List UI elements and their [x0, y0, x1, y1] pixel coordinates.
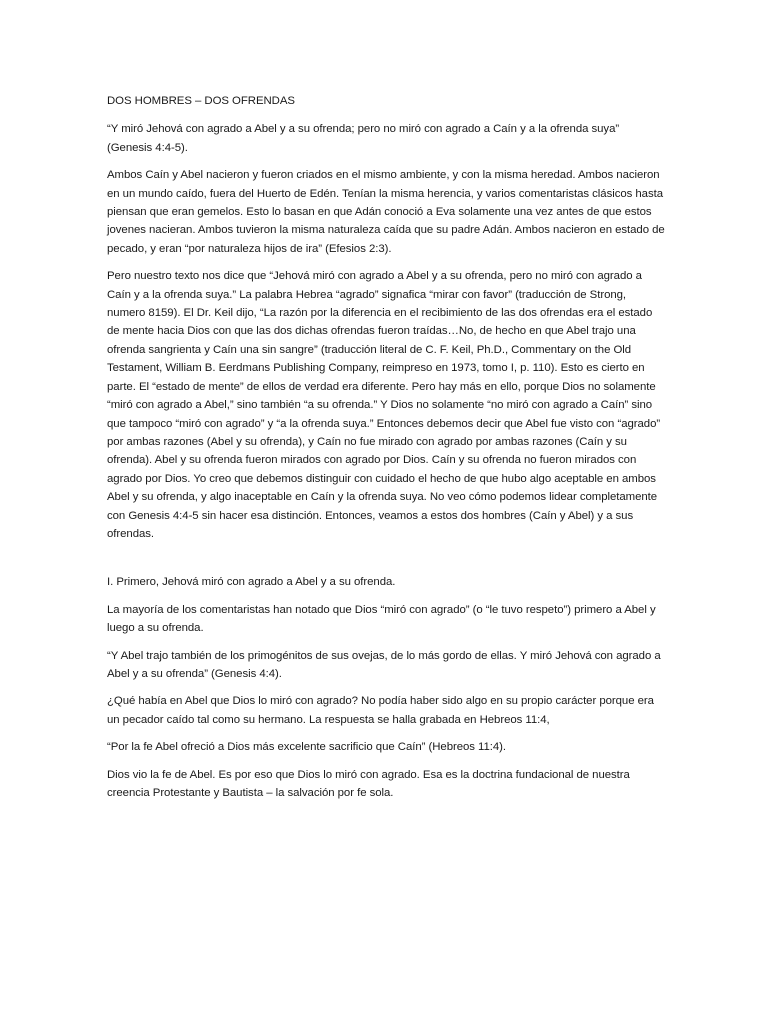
paragraph-intro: Ambos Caín y Abel nacieron y fueron criados en el mismo ambiente, y con la misma heredad. Ambos nacieron en un mundo caído, fuera del Huerto de Edén. Tenían la misma herencia, y varios comentaristas clásicos hasta piensan que eran gemelos. Esto lo basan en que Adán conoció a Eva solamente una vez antes de que estos jovenes nacieran. Ambos tuvieron la misma naturaleza caída que su padre Adán. Ambos nacieron en estado de pecado, y eran “por naturaleza hijos de ira” (Efesios 2:3).	[107, 169, 665, 255]
paragraph-commentators: La mayoría de los comentaristas han notado que Dios “miró con agrado” (o “le tuvo respeto”) primero a Abel y luego a su ofrenda.	[107, 603, 656, 635]
paragraph-epigraph: “Y miró Jehová con agrado a Abel y a su ofrenda; pero no miró con agrado a Caín y a la ofrenda suya” (Genesis 4:4-5).	[107, 123, 620, 154]
paragraph-hebrews-quote: “Por la fe Abel ofreció a Dios más excelente sacrificio que Caín” (Hebreos 11:4).	[107, 741, 507, 754]
document-page	[107, 92, 667, 811]
document-title: DOS HOMBRES – DOS OFRENDAS	[107, 95, 295, 107]
paragraph-question: ¿Qué había en Abel que Dios lo miró con agrado? No podía haber sido algo en su propio carácter porque era un pecador caído tal como su hermano. La respuesta se halla grabada en Hebreos 11:4,	[107, 695, 654, 726]
section-heading-1: I. Primero, Jehová miró con agrado a Abel y a su ofrenda.	[107, 576, 396, 589]
section-spacer	[107, 552, 667, 573]
paragraph-commentary: Pero nuestro texto nos dice que “Jehová miró con agrado a Abel y a su ofrenda, pero no miró con agrado a Caín y a la ofrenda suya.” La palabra Hebrea “agrado” signafica “mirar con favor” (traducción de Strong, numero 8159). El Dr. Keil dijo, “La razón por la diferencia en el recibimiento de las dos ofrendas era el estado de mente hacia Dios con que las dos dichas ofrendas fueron traídas…No, de hecho en que Abel trajo una ofrenda sangrienta y Caín una sin sangre” (traducción literal de C. F. Keil, Ph.D., Commentary on the Old Testament, William B. Eerdmans Publishing Company, reimpreso en 1973, tomo I, p. 110). Esto es cierto en parte. El “estado de mente” de ellos de verdad era diferente. Pero hay más en ello, porque Dios no solamente “miró con agrado a Abel,” sino también “a su ofrenda.” Y Dios no solamente “no miró con agrado a Caín” sino que tampoco “miró con agrado” y “a la ofrenda suya.” Entonces debemos decir que Abel fue visto con “agrado” por ambas razones (Abel y su ofrenda), y Caín no fue mirado con agrado por ambas razones (Caín y su ofrenda). Abel y su ofrenda fueron mirados con agrado por Dios. Caín y su ofrenda no fueron mirados con agrado por Dios. Yo creo que debemos distinguir con cuidado el hecho de que hubo algo aceptable en ambos Abel y su ofrenda, y algo inaceptable en Caín y la ofrenda suya. No veo cómo podemos lidear completamente con Genesis 4:4-5 sin hacer esa distinción. Entonces, veamos a estos dos hombres (Caín y Abel) y a sus ofrendas.	[107, 270, 661, 540]
paragraph-genesis-quote: “Y Abel trajo también de los primogénitos de sus ovejas, de lo más gordo de ellas. Y miró Jehová con agrado a Abel y a su ofrenda” (Genesis 4:4).	[107, 649, 661, 680]
paragraph-conclusion: Dios vio la fe de Abel. Es por eso que Dios lo miró con agrado. Esa es la doctrina fundacional de nuestra creencia Protestante y Bautista – la salvación por fe sola.	[107, 768, 630, 799]
